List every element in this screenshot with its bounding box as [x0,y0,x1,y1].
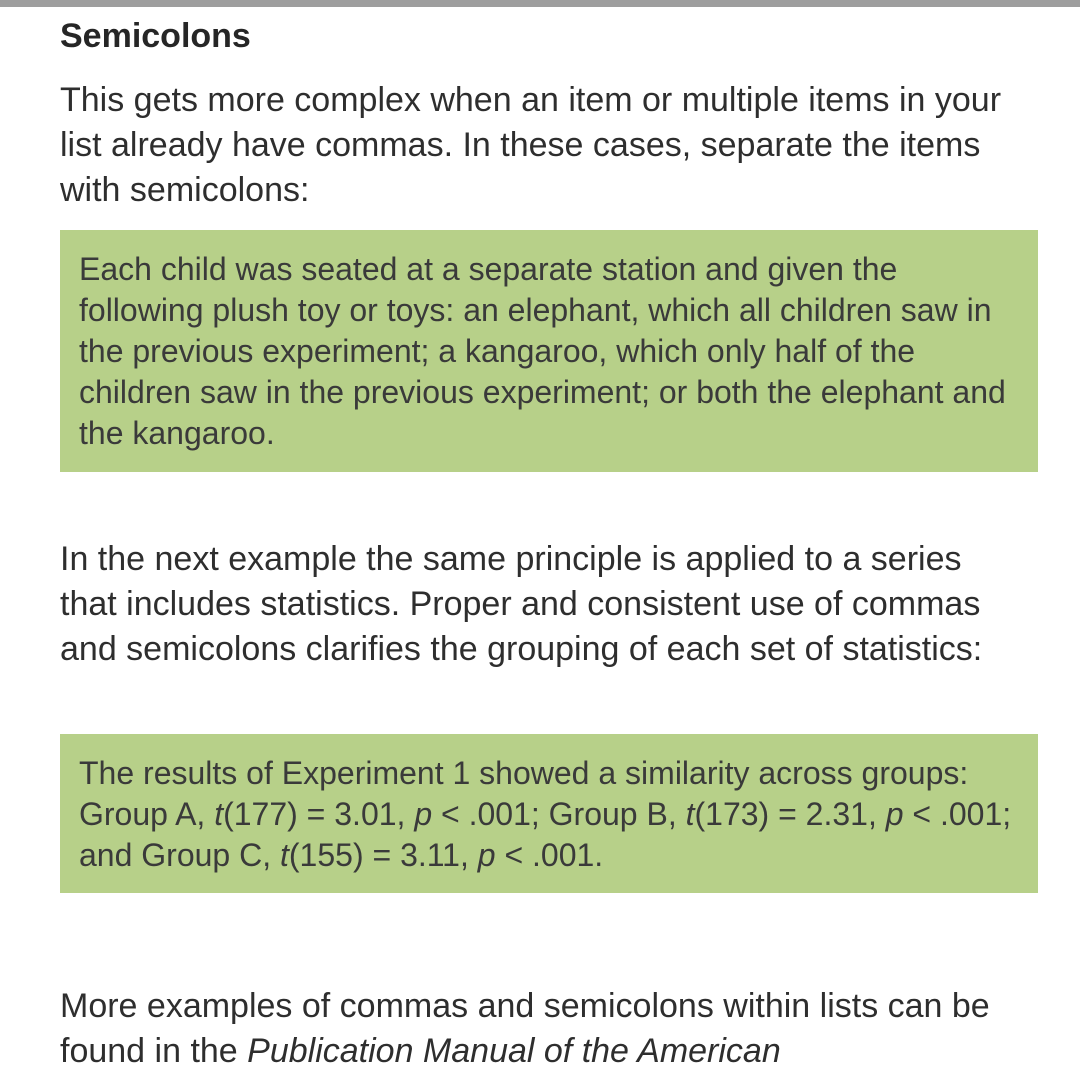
statistics-text: < .001. [495,837,604,873]
statistics-text: < .001; Group B, [432,796,686,832]
p-symbol: p [477,837,496,873]
t-symbol: t [214,796,224,832]
statistics-text: (177) = 3.01, [223,796,415,832]
example-box-statistics [60,734,1038,893]
section-heading: Semicolons [60,17,251,55]
statistics-text: (173) = 2.31, [694,796,886,832]
t-symbol: t [685,796,695,832]
example-text-statistics [79,753,1018,876]
example-text-plush-toys: Each child was seated at a separate station and given the following plush toy or toys: an elephant, which all children saw in the previous experiment; a kangaroo, which only half of the children saw in the previous experiment; or both the elephant and the kangaroo. [79,251,1006,451]
t-symbol: t [280,837,289,873]
intro-paragraph: This gets more complex when an item or multiple items in your list already have commas. In these cases, separate the items with semicolons: [60,81,1002,209]
manual-title: Publication Manual of the American [247,1032,781,1070]
statistics-paragraph: In the next example the same principle is applied to a series that includes statistics. Proper and consistent use of commas and semicolons clarifies the grouping of each set of statistics: [60,540,983,668]
statistics-text: The results of Experiment 1 showed a similarity across groups: Group A, [79,755,969,832]
p-symbol: p [885,796,904,832]
statistics-text: < .001; and Group C, [79,796,1012,873]
closing-paragraph [60,984,1020,1074]
p-symbol: p [414,796,433,832]
statistics-text: (155) = 3.11, [288,837,478,873]
top-divider [0,0,1080,7]
closing-text: More examples of commas and semicolons within lists can be found in the [60,987,990,1070]
example-box-semicolons [60,230,1038,472]
